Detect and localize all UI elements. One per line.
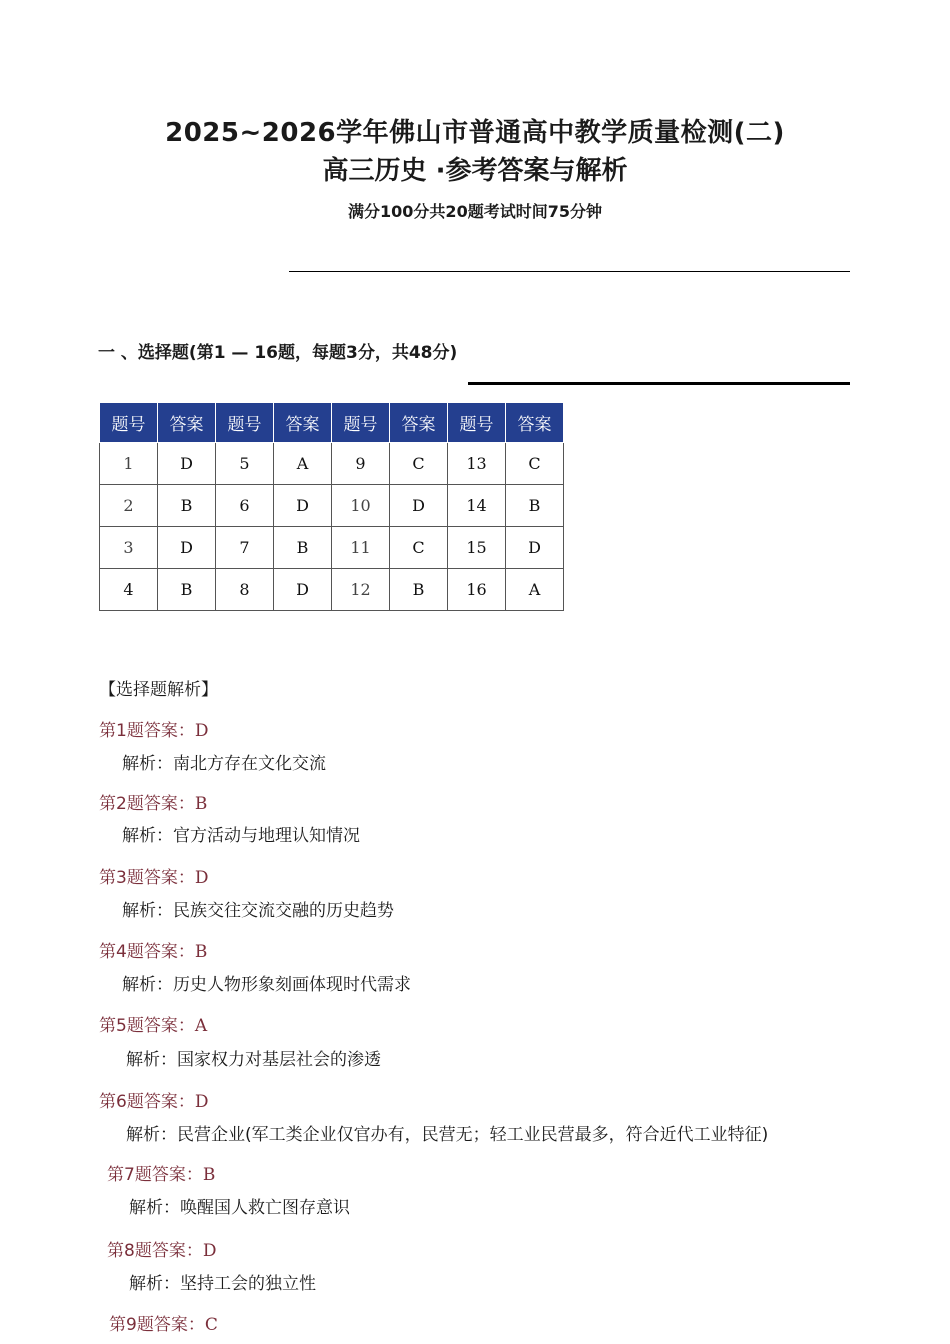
question-number-cell: 11 (332, 527, 390, 569)
header-cell: 答案 (158, 403, 216, 443)
answer-cell: A (506, 569, 564, 611)
question-answer-9 (109, 1310, 218, 1335)
question-answer-4 (99, 937, 207, 962)
answer-label: 第1题答案： (99, 721, 195, 741)
question-number-cell: 6 (216, 485, 274, 527)
answer-cell: D (158, 527, 216, 569)
question-explanation-8: 解析：坚持工会的独立性 (129, 1274, 316, 1294)
answer-value: D (194, 721, 209, 741)
question-number-cell: 15 (448, 527, 506, 569)
section-title: 一 、选择题(第1 — 16题，每题3分，共48分) (98, 343, 458, 363)
header-cell: 题号 (100, 403, 158, 443)
table-row (100, 527, 564, 569)
table-row (100, 485, 564, 527)
answer-cell: A (274, 443, 332, 485)
question-answer-1 (99, 716, 208, 741)
question-answer-6 (99, 1087, 208, 1112)
question-explanation-3: 解析：民族交往交流交融的历史趋势 (122, 901, 394, 921)
question-number-cell: 3 (100, 527, 158, 569)
answer-label: 第8题答案： (107, 1241, 203, 1261)
document-subtitle: 高三历史 ·参考答案与解析 (322, 156, 628, 186)
question-answer-2 (99, 789, 207, 814)
answer-value: B (194, 942, 208, 962)
document-title: 2025~2026学年佛山市普通高中教学质量检测(二) (165, 118, 785, 148)
answer-label: 第2题答案： (99, 794, 195, 814)
answer-label: 第7题答案： (107, 1165, 203, 1185)
question-number-cell: 16 (448, 569, 506, 611)
answer-cell: C (506, 443, 564, 485)
answer-label: 第3题答案： (99, 868, 195, 888)
question-answer-7 (107, 1160, 215, 1185)
answer-cell: C (390, 527, 448, 569)
question-answer-8 (107, 1236, 216, 1261)
question-number-cell: 5 (216, 443, 274, 485)
answer-label: 第5题答案： (99, 1016, 195, 1036)
header-cell: 答案 (274, 403, 332, 443)
header-cell: 答案 (390, 403, 448, 443)
answer-cell: D (506, 527, 564, 569)
answer-cell: D (390, 485, 448, 527)
answer-table-header (100, 403, 564, 443)
question-number-cell: 14 (448, 485, 506, 527)
question-number-cell: 8 (216, 569, 274, 611)
question-explanation-4: 解析：历史人物形象刻画体现时代需求 (122, 975, 411, 995)
answer-cell: B (506, 485, 564, 527)
answer-cell: C (390, 443, 448, 485)
header-cell: 题号 (216, 403, 274, 443)
answer-value: D (202, 1241, 217, 1261)
section-divider (468, 382, 850, 385)
question-number-cell: 10 (332, 485, 390, 527)
question-explanation-7: 解析：唤醒国人救亡图存意识 (129, 1198, 350, 1218)
answer-value: D (194, 868, 209, 888)
header-cell: 答案 (506, 403, 564, 443)
question-number-cell: 1 (100, 443, 158, 485)
header-divider (289, 271, 850, 272)
question-explanation-1: 解析：南北方存在文化交流 (122, 754, 326, 774)
question-explanation-5: 解析：国家权力对基层社会的渗透 (126, 1050, 381, 1070)
question-number-cell: 12 (332, 569, 390, 611)
question-number-cell: 4 (100, 569, 158, 611)
table-row (100, 443, 564, 485)
question-explanation-6: 解析：民营企业(军工类企业仅官办有，民营无；轻工业民营最多，符合近代工业特征) (126, 1125, 769, 1145)
answer-cell: B (158, 485, 216, 527)
answer-cell: D (158, 443, 216, 485)
question-answer-3 (99, 863, 208, 888)
answer-value: D (194, 1092, 209, 1112)
question-number-cell: 7 (216, 527, 274, 569)
header-cell: 题号 (332, 403, 390, 443)
answer-table (99, 402, 564, 611)
answer-cell: B (158, 569, 216, 611)
answer-label: 第4题答案： (99, 942, 195, 962)
answer-cell: D (274, 569, 332, 611)
question-number-cell: 13 (448, 443, 506, 485)
question-explanation-2: 解析：官方活动与地理认知情况 (122, 826, 360, 846)
answer-label: 第9题答案： (109, 1315, 205, 1335)
header-cell: 题号 (448, 403, 506, 443)
answer-cell: D (274, 485, 332, 527)
table-row (100, 569, 564, 611)
question-answer-5 (99, 1011, 207, 1036)
question-number-cell: 9 (332, 443, 390, 485)
exam-info: 满分100分共20题考试时间75分钟 (348, 202, 602, 221)
analysis-heading: 【选择题解析】 (99, 680, 218, 700)
answer-value: B (194, 794, 208, 814)
answer-cell: B (390, 569, 448, 611)
answer-value: B (202, 1165, 216, 1185)
answer-cell: B (274, 527, 332, 569)
question-number-cell: 2 (100, 485, 158, 527)
answer-value: C (204, 1315, 218, 1335)
answer-value: A (194, 1016, 208, 1036)
answer-label: 第6题答案： (99, 1092, 195, 1112)
